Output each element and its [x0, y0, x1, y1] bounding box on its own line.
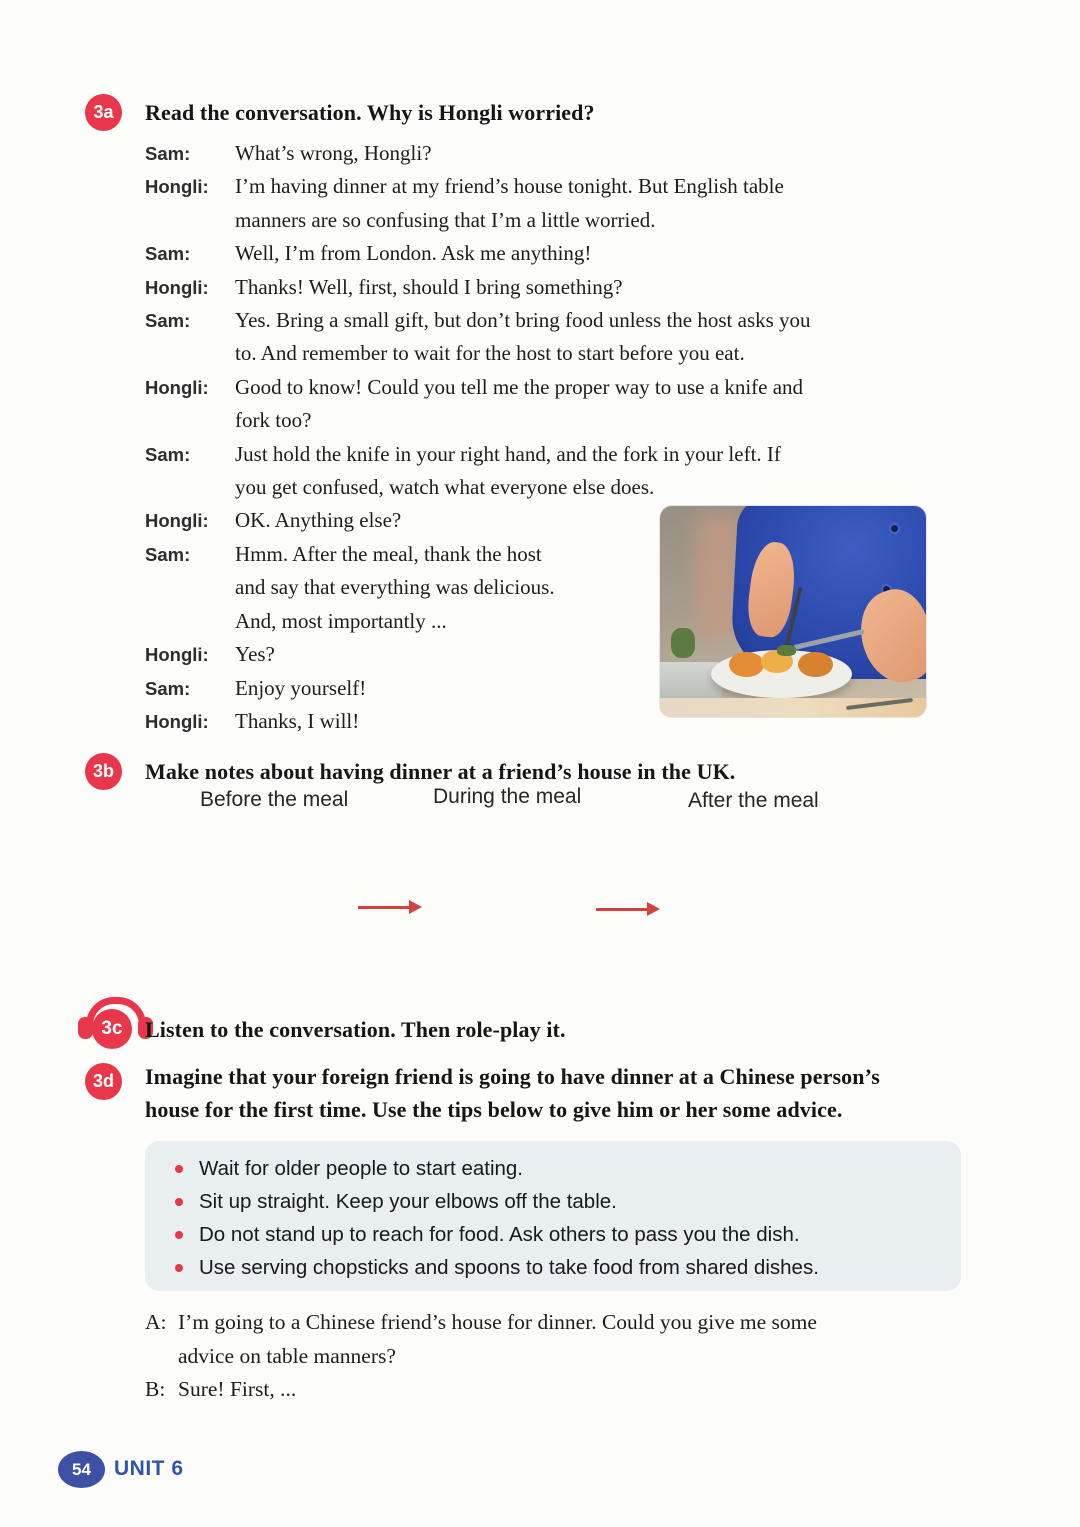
activity-3d-title-line1: Imagine that your foreign friend is going to have dinner at a Chinese person’s	[145, 1064, 880, 1089]
speaker-label: Hongli:	[145, 176, 209, 198]
unit-label: UNIT 6	[114, 1457, 184, 1480]
food-shape	[729, 652, 764, 677]
speaker-label: Sam:	[145, 143, 191, 164]
dialogue-line: Enjoy yourself!	[235, 675, 367, 700]
flow-arrow-icon	[596, 908, 648, 911]
tip-text: Use serving chopsticks and spoons to take food from shared dishes.	[199, 1256, 819, 1279]
activity-3d-title-line2: house for the first time. Use the tips below to give him or her some advice.	[145, 1096, 843, 1122]
dialogue-line: Well, I’m from London. Ask me anything!	[235, 241, 592, 266]
dialogue-line: I’m having dinner at my friend’s house tonight. But English table	[235, 174, 784, 199]
speaker-label: Sam:	[145, 243, 191, 265]
tips-box	[145, 1141, 961, 1291]
sample-row	[145, 1373, 975, 1407]
activity-badge-3b: 3b	[85, 753, 122, 790]
dialogue-line: Thanks! Well, first, should I bring something?	[235, 274, 623, 299]
speaker-label: Sam:	[145, 310, 191, 332]
flow-arrow-icon	[358, 906, 410, 909]
sample-line: Sure! First, ...	[178, 1377, 297, 1402]
bullet-dot-icon	[175, 1165, 183, 1173]
activity-badge-3d: 3d	[85, 1063, 122, 1100]
activity-badge-3c: 3c	[92, 1009, 132, 1049]
page-number-badge	[58, 1451, 105, 1488]
speaker-label: Sam:	[145, 543, 191, 565]
tip-item	[145, 1185, 961, 1218]
dialogue-row	[145, 170, 935, 237]
dialogue-line: you get confused, watch what everyone else does.	[235, 475, 655, 500]
tip-item	[145, 1152, 961, 1185]
dialogue-row	[145, 371, 935, 438]
speaker-label: Hongli:	[145, 510, 209, 532]
speaker-label: Hongli:	[145, 276, 209, 298]
dialogue-line: Hmm. After the meal, thank the host	[235, 541, 542, 566]
tip-text: Sit up straight. Keep your elbows off the table.	[199, 1190, 617, 1213]
tip-text: Wait for older people to start eating.	[199, 1157, 523, 1180]
activity-3c-title: Listen to the conversation. Then role-play it.	[145, 1017, 566, 1042]
dialogue-row	[145, 237, 935, 270]
activity-3b-title: Make notes about having dinner at a friend’s house in the UK.	[145, 759, 736, 784]
speaker-label: Sam:	[145, 677, 191, 699]
dialogue-row	[145, 438, 935, 505]
speaker-label: Sam:	[145, 443, 191, 465]
dialogue-line: fork too?	[235, 408, 312, 433]
tip-item	[145, 1218, 961, 1251]
dialogue-line: to. And remember to wait for the host to start before you eat.	[235, 341, 745, 366]
dialogue-line: Just hold the knife in your right hand, and the fork in your left. If	[235, 441, 781, 466]
food-shape	[798, 652, 833, 677]
garnish-shape	[671, 628, 695, 658]
dialogue-line: Good to know! Could you tell me the proper way to use a knife and	[235, 374, 804, 399]
sample-dialogue	[145, 1306, 975, 1407]
column-header-before-meal: Before the meal	[200, 788, 349, 811]
column-header-during-meal: During the meal	[433, 785, 582, 808]
bullet-dot-icon	[175, 1231, 183, 1239]
activity-3a-title: Read the conversation. Why is Hongli worried?	[145, 100, 595, 125]
dialogue-line: manners are so confusing that I’m a little worried.	[235, 207, 656, 232]
dialogue-row	[145, 271, 935, 304]
dinner-photo	[660, 506, 926, 717]
dialogue-line: Thanks, I will!	[235, 708, 360, 733]
activity-3d-title	[145, 1061, 985, 1126]
dialogue-row	[145, 304, 935, 371]
bullet-dot-icon	[175, 1264, 183, 1272]
headphones-earpad-left	[78, 1017, 93, 1039]
sample-row	[145, 1306, 975, 1373]
page-number: 54	[72, 1459, 91, 1479]
dialogue-line: And, most importantly ...	[235, 608, 447, 633]
sample-speaker-label: B:	[145, 1377, 166, 1402]
dialogue-line: Yes. Bring a small gift, but don’t bring food unless the host asks you	[235, 308, 811, 333]
tip-item	[145, 1251, 961, 1284]
speaker-label: Hongli:	[145, 644, 209, 666]
speaker-label: Hongli:	[145, 376, 209, 398]
sample-line: I’m going to a Chinese friend’s house for dinner. Could you give me some	[178, 1310, 817, 1334]
garnish-shape	[777, 645, 796, 656]
sample-line: advice on table manners?	[178, 1343, 396, 1368]
sample-speaker-label: A:	[145, 1310, 167, 1334]
dialogue-line: and say that everything was delicious.	[235, 575, 555, 600]
dialogue-row	[145, 137, 935, 170]
headphones-icon	[78, 997, 150, 1055]
dialogue-line: Yes?	[235, 642, 275, 667]
dialogue-line: What’s wrong, Hongli?	[235, 141, 432, 165]
activity-badge-3a: 3a	[85, 94, 122, 131]
tip-text: Do not stand up to reach for food. Ask others to pass you the dish.	[199, 1223, 800, 1246]
bullet-dot-icon	[175, 1198, 183, 1206]
speaker-label: Hongli:	[145, 710, 209, 732]
dialogue-line: OK. Anything else?	[235, 508, 402, 533]
column-header-after-meal: After the meal	[688, 789, 819, 812]
